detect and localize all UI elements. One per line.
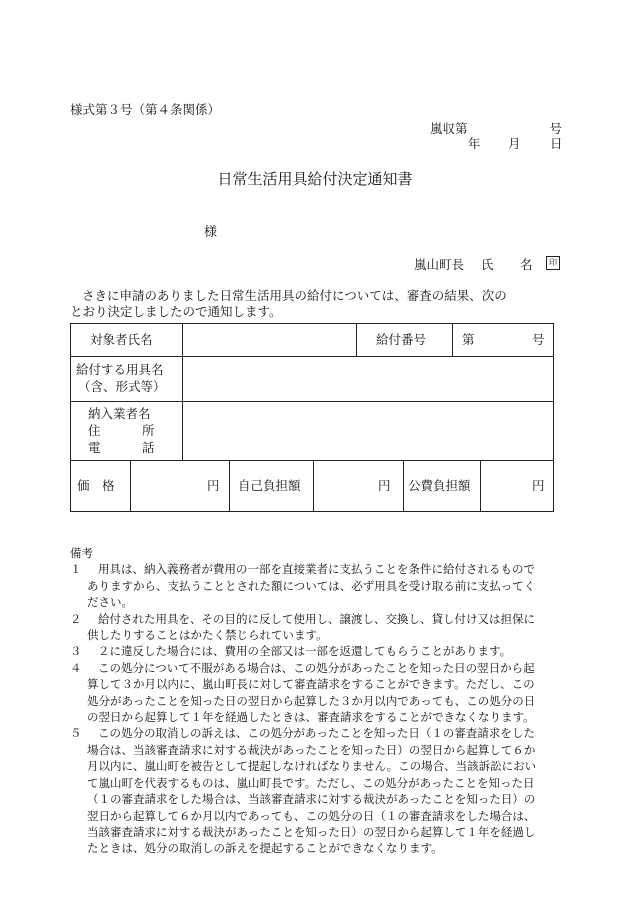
price-label-2: 格 [102, 478, 115, 493]
remark-number: ２ [70, 611, 82, 626]
intro-line-1: さきに申請のありました日常生活用具の給付については、審査の結果、次の [82, 288, 507, 303]
vendor-address-label-1: 住 [88, 423, 101, 438]
self-pay-yen: 円 [378, 478, 391, 493]
remark-line: ２に違反した場合には、費用の全部又は一部を返還してもらうことがあります。 [98, 644, 512, 659]
intro-line-2: とおり決定しましたので通知します。 [70, 304, 282, 319]
remark-line: （１の審査請求をした場合は、当該審査請求に対する裁決があったことを知った日）の [87, 792, 536, 807]
remark-line: ありますから、支払うこととされた額については、必ず用具を受け取る前に支払ってく [87, 578, 536, 593]
date-month: 月 [508, 136, 521, 151]
remark-line: 処分があったことを知った日の翌日から起算した３か月以内であっても、この処分の日 [87, 693, 536, 708]
remark-number: ３ [70, 644, 82, 659]
issuer-name-label-1: 氏 [481, 257, 494, 272]
remark-item [70, 643, 570, 659]
document-title: 日常生活用具給付決定通知書 [217, 170, 413, 188]
remark-line: ださい。 [87, 595, 133, 610]
remark-item [70, 725, 570, 856]
remark-line: この処分の取消しの訴えは、この処分があったことを知った日（１の審査請求をした [98, 726, 535, 741]
decision-table [70, 323, 554, 512]
issuer-title: 嵐山町長 [414, 257, 465, 272]
vendor-address-label-2: 所 [142, 423, 155, 438]
remark-item [70, 561, 570, 610]
vendor-phone-label-2: 話 [142, 440, 155, 455]
reference-prefix: 嵐収第 [430, 121, 468, 136]
remark-item [70, 660, 570, 726]
grant-number-prefix: 第 [462, 332, 475, 347]
vendor-phone-label-1: 電 [88, 440, 101, 455]
issuer-name-label-2: 名 [520, 257, 533, 272]
seal-icon: 印 [546, 256, 560, 270]
remark-line: 算して３か月以内に、嵐山町長に対して審査請求をすることができます。ただし、この [87, 677, 535, 692]
remark-number: １ [70, 562, 82, 577]
price-yen: 円 [207, 478, 220, 493]
device-name-label: 給付する用具名 [76, 362, 164, 377]
remark-line: 供したりすることはかたく禁じられています。 [87, 628, 328, 643]
public-pay-label: 公費負担額 [408, 478, 471, 493]
remark-line: 当該審査請求に対する裁決があったことを知った日）の翌日から起算して１年を経過し [87, 824, 536, 839]
subject-name-label: 対象者氏名 [90, 332, 153, 347]
recipient-honorific: 様 [204, 225, 218, 240]
remark-line: 用具は、納入義務者が費用の一部を直接業者に支払うことを条件に給付されるもので [98, 562, 535, 577]
remark-line: 場合は、当該審査請求に対する裁決があったことを知った日）の翌日から起算して６か [87, 742, 536, 757]
remarks-heading: 備考 [70, 546, 93, 560]
remark-line: この処分について不服がある場合は、この処分があったことを知った日の翌日から起 [98, 660, 535, 675]
date-day: 日 [550, 136, 563, 151]
price-label-1: 価 [77, 478, 90, 493]
remark-line: の翌日から起算して１年を経過したときは、審査請求をすることができなくなります。 [87, 710, 535, 725]
grant-number-suffix: 号 [532, 332, 545, 347]
remark-item [70, 611, 570, 644]
intro-paragraph [70, 288, 560, 320]
remark-line: 月以内に、嵐山町を被告として提起しなければなりません。この場合、当該訴訟におい [87, 759, 537, 774]
remark-number: ４ [70, 660, 82, 675]
remark-line: 翌日から起算して６か月以内であっても、この処分の日（１の審査請求をした場合は、 [87, 808, 536, 823]
vendor-name-label: 納入業者名 [88, 406, 151, 421]
form-number: 様式第３号（第４条関係） [70, 102, 221, 117]
grant-number-label: 給付番号 [376, 332, 427, 347]
public-pay-yen: 円 [532, 478, 545, 493]
reference-suffix: 号 [549, 121, 562, 136]
device-model-label: （含、形式等） [78, 379, 166, 394]
remark-number: ５ [70, 726, 82, 741]
remark-line: 給付された用具を、その目的に反して使用し、譲渡し、交換し、貸し付け又は担保に [98, 611, 535, 626]
date-year: 年 [468, 136, 481, 151]
self-pay-label: 自己負担額 [238, 478, 301, 493]
remark-line: て嵐山町を代表するものは、嵐山町長です。ただし、この処分があったことを知った日 [87, 775, 535, 790]
remark-line: たときは、処分の取消しの訴えを提起することができなくなります。 [87, 841, 443, 856]
remarks [70, 545, 570, 857]
